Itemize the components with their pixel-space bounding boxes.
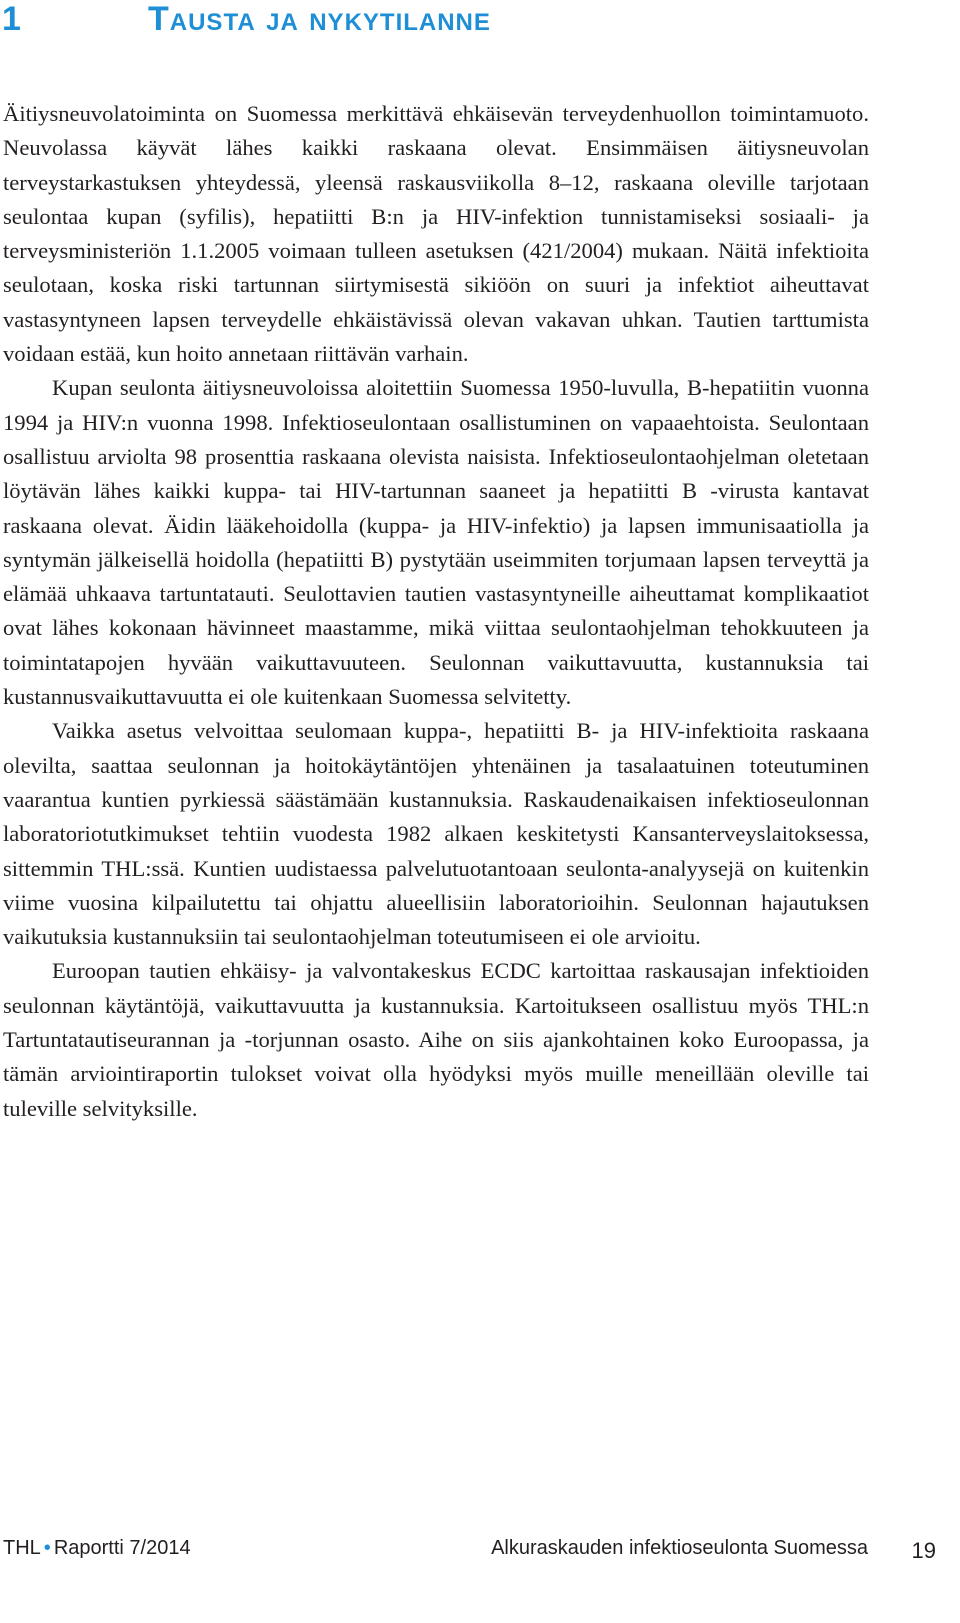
chapter-number: 1 [2, 0, 21, 38]
page-footer [0, 1532, 960, 1572]
paragraph-1: Äitiysneuvolatoiminta on Suomessa merkittävä ehkäisevän terveydenhuollon toimintamuoto. Neuvolassa käyvät lähes kaikki raskaana olevat. Ensimmäisen äitiysneuvolan terveystarkastuksen yhteydessä, yleensä raskausviikolla 8–12, raskaana oleville tarjotaan seulontaa kupan (syfilis), hepatiitti B:n ja HIV-infektion tunnistamiseksi sosiaali- ja terveysministeriön 1.1.2005 voimaan tulleen asetuksen (421/2004) mukaan. Näitä infektioita seulotaan, koska riski tartunnan siirtymisestä sikiöön on suuri ja infektiot aiheuttavat vastasyntyneen lapsen terveydelle ehkäistävissä olevan vakavan uhkan. Tautien tarttumista voidaan estää, kun hoito annetaan riittävän varhain. [3, 101, 869, 367]
paragraph-2: Kupan seulonta äitiysneuvoloissa aloitettiin Suomessa 1950-luvulla, B-hepatiitin vuonna 1994 ja HIV:n vuonna 1998. Infektioseulontaan osallistuminen on vapaaehtoista. Seulontaan osallistuu arviolta 98 prosenttia raskaana olevista naisista. Infektioseulontaohjelman oletetaan löytävän lähes kaikki kuppa- tai HIV-tartunnan saaneet ja hepatiitti B -virusta kantavat raskaana olevat. Äidin lääkehoidolla (kuppa- ja HIV-infektio) ja lapsen immunisaatiolla ja syntymän jälkeisellä hoidolla (hepatiitti B) pystytään useimmiten torjumaan lapsen terveyttä ja elämää uhkaava tartuntatauti. Seulottavien tautien vastasyntyneille aiheuttamat komplikaatiot ovat lähes kokonaan hävinneet maastamme, mikä viittaa seulontaohjelman tehokkuuteen ja toimintatapojen hyvään vaikuttavuuteen. Seulonnan vaikuttavuutta, kustannuksia tai kustannusvaikuttavuutta ei ole kuitenkaan Suomessa selvitetty. [3, 375, 869, 710]
footer-publication [3, 1537, 191, 1560]
page-number: 19 [911, 1538, 936, 1563]
footer-series: Raportti 7/2014 [53, 1537, 191, 1559]
footer-report-title: Alkuraskauden infektioseulonta Suomessa [491, 1537, 868, 1559]
body-text [3, 97, 869, 1126]
footer-publisher: THL [3, 1537, 41, 1559]
paragraph-4: Euroopan tautien ehkäisy- ja valvontakeskus ECDC kartoittaa raskausajan infektioiden seulonnan käytäntöjä, vaikuttavuutta ja kustannuksia. Kartoitukseen osallistuu myös THL:n Tartuntatautiseurannan ja -torjunnan osasto. Aihe on siis ajankohtainen koko Euroopassa, ja tämän arviointiraportin tulokset voivat olla hyödyksi myös muille meneillään oleville tai tuleville selvityksille. [3, 958, 869, 1121]
paragraph-3: Vaikka asetus velvoittaa seulomaan kuppa-, hepatiitti B- ja HIV-infektioita raskaana olevilta, saattaa seulonnan ja hoitokäytäntöjen yhtenäinen ja tasalaatuinen toteutuminen vaarantua kuntien pyrkiessä säästämään kustannuksia. Raskaudenaikaisen infektioseulonnan laboratoriotutkimukset tehtiin vuodesta 1982 alkaen keskitetysti Kansanterveyslaitoksessa, sittemmin THL:ssä. Kuntien uudistaessa palvelutuotantoaan seulonta-analyysejä on kuitenkin viime vuosina kilpailutettu tai ohjattu alueellisiin laboratorioihin. Seulonnan hajautuksen vaikutuksia kustannuksiin tai seulontaohjelman toteutumiseen ei ole arvioitu. [3, 718, 869, 950]
footer-bullet: • [43, 1537, 51, 1559]
chapter-title: Tausta ja nykytilanne [148, 0, 491, 38]
chapter-heading [2, 0, 491, 40]
